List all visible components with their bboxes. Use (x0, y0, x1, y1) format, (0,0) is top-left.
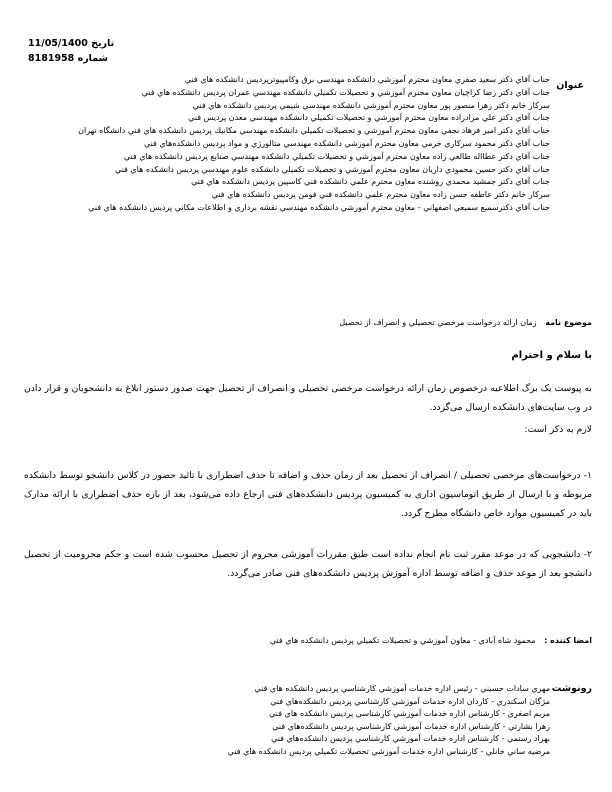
recipients-list (30, 74, 550, 215)
cc-item: مژگان اسكندري - كاردان اداره خدمات آموزشي كارشناسي پرديس دانشكده‌هاي فني (270, 696, 550, 706)
signature-line (270, 636, 592, 645)
date-value: 11/05/1400 (28, 38, 88, 49)
cc-item: مرضيه ساني خانلي - كارشناس اداره خدمات آموزشي تحصيلات تكميلي پرديس دانشكده هاي فني (227, 746, 550, 756)
cc-item: بهزاد رستمي - كارشناس اداره خدمات آموزشي كارشناسي پرديس دانشكده‌هاي فني (271, 734, 550, 744)
cc-item: مريم اصغري - كارشناس اداره خدمات آموزشي كارشناسي پرديس دانشكده هاي فني (269, 709, 550, 719)
recipient-item: جناب آقاي دكترسميع سميعي اصفهاني - معاون محترم آموزشي دانشكده مهندسي نقشه برداري و اطلاعات مكاني پرديس دانشكده هاي فني (88, 202, 550, 212)
cc-list (30, 683, 550, 759)
recipient-item: سركار خانم دكتر عاطفه حسن زاده معاون محترم علمي دانشكده فني فومن پرديس دانشكده هاي فني (211, 190, 550, 200)
note-item-1: ۱- درخواست‌های مرخصی تحصیلی / انصراف از تحصیل بعد از زمان حذف و اضافه تا حذف اضطراری با تائید حضور در کلاس دانشجو توسط دانشکده مربوطه و با ارسال از طریق اتوماسیون اداری به کمیسیون پردیس دانشکده‌های فنی ارجاع داده می‌شود، بعد از بازه حذف اضطراری با ارائه مدارک باید در کمیسیون موارد خاص دانشگاه مطرح گردد. (24, 470, 592, 519)
date-row (28, 36, 168, 51)
title-label: عنوان (556, 80, 584, 91)
recipient-item: جناب آقاي دكتر رضا كراچيان معاون محترم آموزشي و تحصيلات تكميلي دانشكده مهندسي عمران پرديس دانشكده هاي فني (141, 87, 550, 97)
recipient-item: جناب آقاي دكتر سعيد صفري معاون محترم آموزشي دانشكده مهندسي برق وكامپيوترپرديس دانشكده هاي فني (184, 75, 550, 84)
date-label: تاريخ (91, 38, 115, 49)
recipient-item: سركار خانم دكتر زهرا منصور پور معاون محترم آموزشي دانشكده مهندسي شيمي پرديس دانشكده هاي فني (192, 100, 550, 110)
recipient-item: جناب آقاي دكتر عطااله طالعي زاده معاون محترم آموزشي و تحصيلات تكميلي دانشكده مهندسي صنايع پرديس دانشكده هاي فني (123, 151, 550, 161)
note-heading: لازم به ذکر است: (524, 424, 592, 435)
recipient-item: جناب آقاي دكتر محمود سركاري خرمي معاون محترم آموزشي دانشكده مهندسي متالورژي و مواد پرديس دانشكده‌هاي فني (143, 138, 550, 148)
recipient-item: جناب آقاي دكتر جمشيد محمدي روشنده معاون محترم علمي دانشكده فني كاسپين پرديس دانشكده هاي فني (191, 177, 550, 187)
greeting: با سلام و احترام (511, 350, 592, 361)
note-item-2: ۲- دانشجویی که در موعد مقرر ثبت نام انجام نداده است طبق مقررات آموزشی محروم از تحصیل محسوب شده است و حکم محرومیت از تحصیل دانشجو بعد از موعد حذف و اضافه توسط اداره آموزش پردیس دانشکده‌های فنی صادر می‌گردد. (24, 549, 592, 579)
cc-item: مهري سادات حسيني - رئيس اداره خدمات آموزشي كارشناسي پرديس دانشكده هاي فني (254, 684, 550, 693)
recipient-item: جناب آقاي دكتر علي مرادزاده معاون محترم آموزشي و تحصيلات تكميلي دانشكده مهندسي معدن پرديس فني (188, 113, 550, 123)
recipient-item: جناب آقاي دكتر حسين محمودي داريان معاون محترم آموزشي و تحصيلات تكميلي دانشكده علوم مهندسي پرديس دانشكده هاي فني (114, 164, 550, 174)
recipient-item: جناب آقاي دكتر امير فرهاد نجفي معاون محترم آموزشي و تحصيلات تكميلي دانشكده مهندسي مكانيك پرديس دانشكده هاي فني دانشگاه تهران (78, 126, 550, 136)
number-label: شماره (77, 53, 108, 64)
subject-text: زمان ارائه درخواست مرخصي تحصيلي و انصراف از تحصيل (339, 318, 537, 327)
number-row (28, 51, 168, 66)
signature-label: امضا كننده : (544, 636, 592, 645)
subject-line (12, 318, 592, 327)
number-value: 8181958 (28, 53, 75, 64)
cc-item: زهرا بشارتي - كارشناس اداره خدمات آموزشي كارشناسي پرديس دانشكده‌هاي فني (272, 721, 550, 731)
subject-label: موضوع نامه (545, 318, 592, 327)
cc-label: رونوشت (551, 683, 592, 694)
intro-paragraph: به پیوست یک برگ اطلاعیه درخصوص زمان ارائه درخواست مرخصی تحصیلی و انصراف از تحصیل جهت صدور دستور ابلاغ به دانشجویان و قرار دادن در وب سایت‌های دانشکده ارسال می‌گردد. (24, 383, 592, 413)
signature-text: محمود شاه آبادي - معاون آموزشي و تحصيلات تكميلي پرديس دانشكده هاي فني (269, 636, 536, 645)
letter-meta (28, 36, 168, 66)
